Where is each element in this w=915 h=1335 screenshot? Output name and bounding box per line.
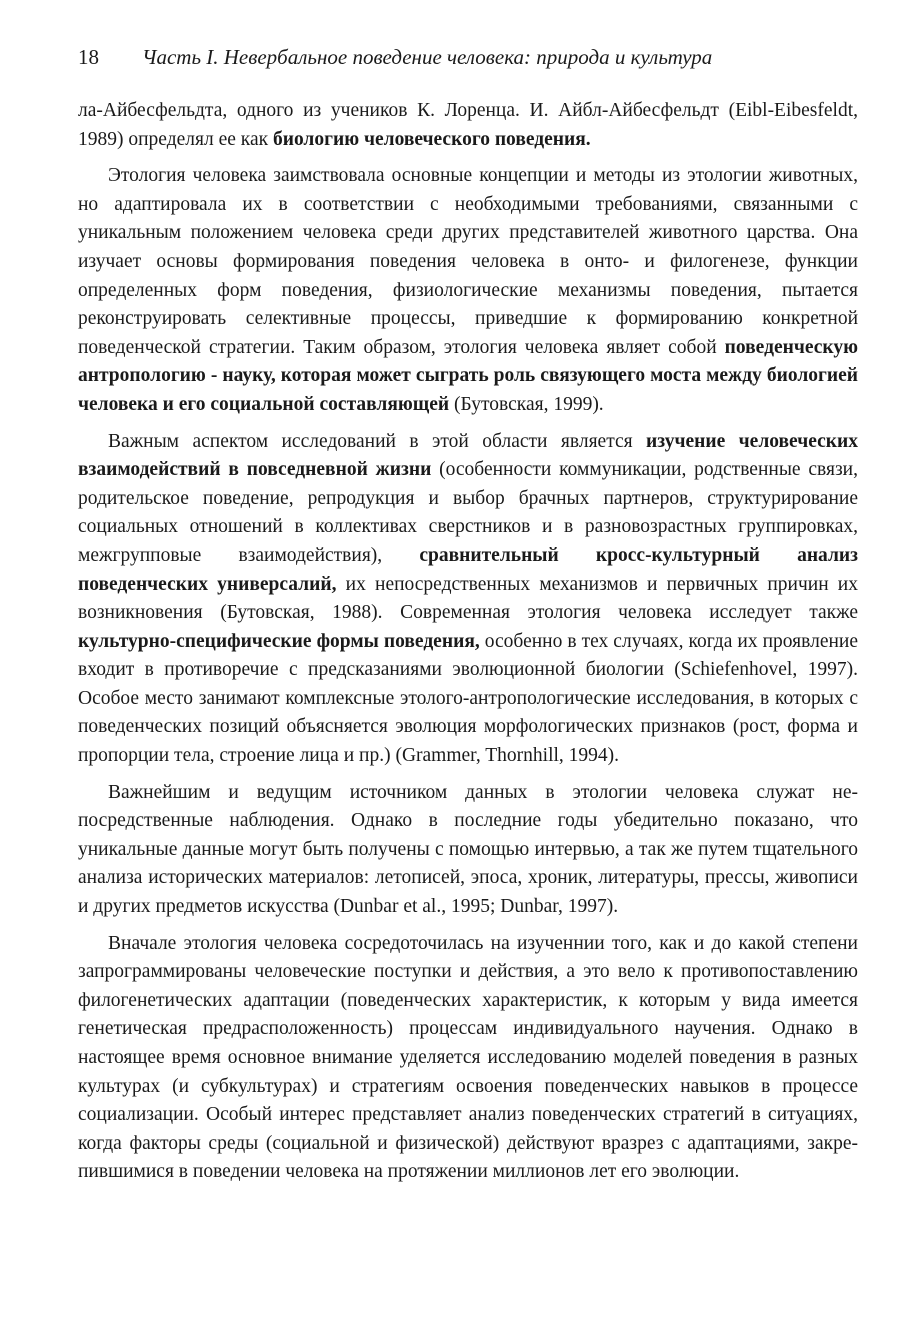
text-run: (Бутовская, 1999). <box>449 393 604 415</box>
running-header <box>78 42 858 72</box>
paragraph-continuation <box>78 97 858 154</box>
text-run: Важнейшим и ведущим источником данных в этологии человека служат непосредственные наблюдения. Однако в последние годы убедительно показано, что уникальные данные могут быть получены с помощью интервью, а так же путем тщательного анализа исторических материалов: летописей, эпоса, хроник, литературы, прессы, живописи и других предметов искусства (Dunbar et al., 1995; Dunbar, 1997). <box>78 781 858 918</box>
paragraph <box>78 779 858 922</box>
page-number: 18 <box>78 45 99 69</box>
paragraph <box>78 930 858 1187</box>
running-title: Часть I. Невербальное поведение человека: природа и культура <box>142 45 713 69</box>
bold-emphasis: изучение человеческих взаимодействий в повседневной жизни <box>78 430 858 481</box>
bold-emphasis: биологию человеческого поведения. <box>272 128 591 150</box>
text-run: ла-Айбесфельдта, одного из учеников К. Лоренца. И. Айбл-Айбесфельдт (Eibl-Eibesfeldt, 1989) определял ее как <box>78 100 858 150</box>
text-run: (особенности коммуникации, родственные связи, родительское поведение, репродукция и выбор брачных партнеров, структурирование социальных отношений в коллективах сверстников и в разновозрастных группировках, межгрупповые взаимодействия), <box>78 459 858 566</box>
text-run: особенно в тех случаях, когда их проявление входит в противоречие с предсказаниями эволюционной биологии (Schiefenhovel, 1997). Особое место занимают комплексные этолого-антропологические исследования, в которых с поведенческих позиций объясняется эволюция морфологических признаков (рост, форма и пропорции тела, строение лица и пр.) (Grammer, Thornhill, 1994). <box>78 630 859 767</box>
bold-emphasis: поведенческую антропологию - науку, которая может сыграть роль связующего моста между биологией человека и его социальной составляющей <box>78 336 858 415</box>
text-run: их непосредственных механизмов и первичных причин их возникновения (Бутовская, 1988). Современная этология человека исследует также <box>78 573 858 624</box>
text-run: Важным аспектом исследований в этой области является <box>108 430 647 452</box>
bold-emphasis: сравнительный кросс-культурный анализ поведенческих универсалий, <box>78 544 858 595</box>
paragraph <box>78 162 858 419</box>
body-text <box>78 97 858 1195</box>
text-run: Этология человека заимствовала основные концепции и методы из этологии животных, но адаптировала их в соответствии с необходимыми требованиями, связанными с уникальным положением человека среди других представителей животного царства. Она изучает основы формирования поведения человека в онто- и филогенезе, функции определенных форм поведения, физиологические механизмы поведения, пытается реконструировать селективные процессы, приведшие к формированию конкретной поведенческой стратегии. Таким образом, этология человека являет собой <box>78 165 858 358</box>
paragraph <box>78 428 858 771</box>
text-run: Вначале этология человека сосредоточилась на изученнии того, как и до какой степени запрограммированы человеческие поступки и действия, а это вело к противопоставлению филогенетических адаптации (поведенческих характеристик, к которым у вида имеется генетическая предрасположенность) процессам индивидуального научения. Однако в настоящее время основное внимание уделяется исследованию моделей поведения в разных культурах (и субкультурах) и стратегиям освоения поведенческих навыков в процессе социализации. Особый интерес представляет анализ поведенческих стратегий в ситуациях, когда факторы среды (социальной и физической) действуют вразрез с адаптациями, закрепившимися в поведении человека на протяжении миллионов лет его эволюции. <box>78 932 858 1183</box>
bold-emphasis: культурно-специфические формы поведения, <box>78 630 480 652</box>
